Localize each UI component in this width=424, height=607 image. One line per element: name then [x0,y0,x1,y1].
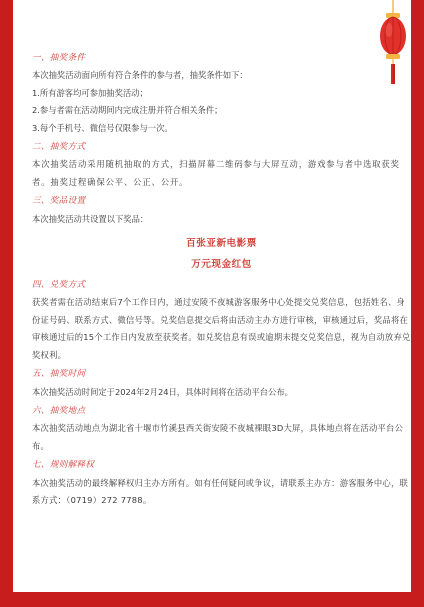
condition-item: 1.所有游客均可参加抽奖活动； [32,87,148,98]
rules-card [13,0,411,592]
section-title-interpretation: 七、规则解释权 [32,460,95,471]
condition-item: 3.每个手机号、微信号仅限参与一次。 [32,122,173,133]
prize-item: 万元现金红包 [191,259,252,271]
section-title-method: 二、抽奖方式 [32,142,86,153]
prizes-intro: 本次抽奖活动共设置以下奖品： [32,213,149,224]
section-title-prizes: 三、奖品设置 [32,196,86,207]
bottom-border [0,592,424,607]
condition-item: 2.参与者需在活动期间内完成注册并符合相关条件； [32,105,223,116]
section-title-location: 六、抽奖地点 [32,405,86,416]
section-title-conditions: 一、抽奖条件 [32,53,86,63]
redemption-paragraph: 获奖者需在活动结束后7个工作日内，通过安陵不夜城游客服务中心处提交兑奖信息，包括姓名、身份证号码、联系方式、微信号等。兑奖信息提交后将由活动主办方进行审核，审核通过后，奖品将在审核通过后的15个工作日内发放至获奖者。如兑奖信息有误或逾期未提交兑奖信息，视为自动放弃兑奖权利。 [32,297,411,360]
section-title-time: 五、抽奖时间 [32,369,86,380]
conditions-intro: 本次抽奖活动面向所有符合条件的参与者，抽奖条件如下： [32,70,248,81]
lantern-icon [375,0,411,88]
time-text: 本次抽奖活动时间定于2024年2月24日，具体时间将在活动平台公布。 [32,386,293,397]
prize-item: 百张亚新电影票 [186,238,257,250]
method-paragraph: 本次抽奖活动采用随机抽取的方式，扫描屏幕二维码参与大屏互动，游戏参与者中选取获奖者。抽奖过程确保公平、公正、公开。 [32,159,400,187]
location-paragraph: 本次抽奖活动地点为湖北省十堰市竹溪县西关街安陵不夜城裸眼3D大屏，具体地点将在活动平台公布。 [32,423,404,451]
rules-content [32,48,411,509]
interpretation-paragraph: 本次抽奖活动的最终解释权归主办方所有。如有任何疑问或争议，请联系主办方：游客服务中心，联系方式：（0719）272 7788。 [32,477,409,505]
section-title-redemption: 四、兑奖方式 [32,280,86,291]
